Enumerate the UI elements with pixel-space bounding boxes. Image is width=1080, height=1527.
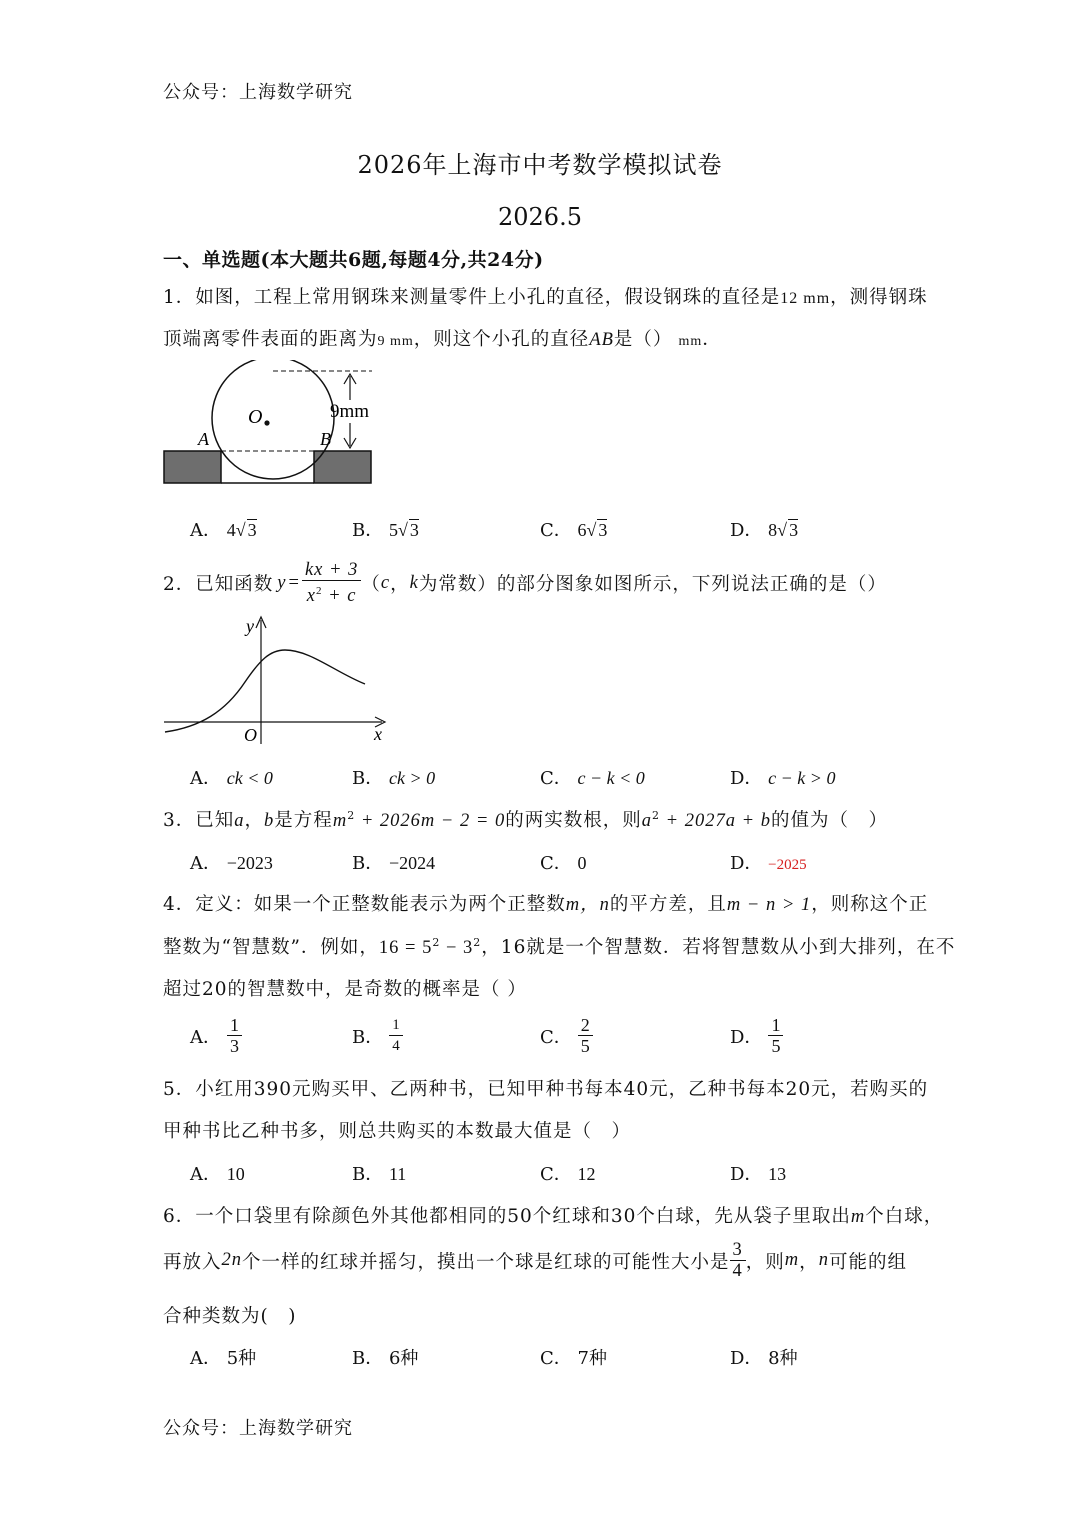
q1-figure — [160, 360, 390, 490]
q1-block-left — [164, 451, 221, 483]
q6-option-d[interactable]: D． 8种 — [730, 1348, 798, 1369]
q3-option-d[interactable]: D． −2025 — [730, 853, 807, 874]
q6-line2: 再放入 2n 个一样的红球并摇匀，摸出一个球是红球的可能性大小是 $\frac{3}{4}$ ，则 m ， n 可能的组 — [163, 1240, 907, 1281]
q5-option-c[interactable]: C． 12 — [540, 1164, 596, 1185]
q4-option-c[interactable]: C． $\frac{2}{5}$ — [540, 1015, 593, 1056]
q3-option-a[interactable]: A． −2023 — [190, 853, 273, 874]
q6-option-a[interactable]: A． 5种 — [190, 1348, 257, 1369]
q4-option-b[interactable]: B． $\frac{1}{4}$ — [352, 1015, 403, 1056]
q1-label-o: O — [248, 406, 263, 428]
q2-fraction: $\frac{kx + 3}{x^2 + c}$ — [302, 560, 361, 606]
q2-curve — [165, 650, 365, 732]
q2-graph — [160, 612, 395, 747]
q1-line1: 1．如图，工程上常用钢珠来测量零件上小孔的直径，假设钢珠的直径是12 mm，测得钢珠 — [163, 287, 928, 308]
q5-option-b[interactable]: B． 11 — [352, 1164, 407, 1185]
q6-line3: 合种类数为( ) — [163, 1306, 297, 1327]
q2-option-d[interactable]: D． c − k > 0 — [730, 768, 836, 789]
q1-ball — [212, 360, 334, 479]
q1-option-a[interactable]: A． 4√ 3 — [190, 520, 257, 541]
q1-option-d[interactable]: D． 8√ 3 — [730, 520, 799, 541]
q5-line1: 5．小红用390元购买甲、乙两种书，已知甲种书每本40元，乙种书每本20元，若购买的 — [163, 1079, 929, 1100]
q2-option-c[interactable]: C． c − k < 0 — [540, 768, 645, 789]
q1-label-a: A — [198, 429, 209, 449]
q2-stem: 2．已知函数 y = $\frac{kx + 3}{x^2 + c}$ （ c ， k 为常数）的部分图象如图所示，下列说法正确的是（） — [163, 560, 887, 607]
q2-label-x: x — [374, 724, 382, 744]
q1-option-c[interactable]: C． 6√ 3 — [540, 520, 608, 541]
section-heading: 一、单选题(本大题共6题,每题4分,共24分) — [163, 249, 544, 271]
q3-option-c[interactable]: C． 0 — [540, 853, 587, 874]
page-header: 公众号：上海数学研究 — [163, 82, 353, 103]
q3-stem: 3．已知a，b是方程$m^2 + 2026m - 2 = 0$的两实数根，则$a^2 + 2027a + b$的值为（ ） — [163, 808, 888, 831]
q4-option-d[interactable]: D． $\frac{1}{5}$ — [730, 1015, 783, 1056]
q4-option-a[interactable]: A． $\frac{1}{3}$ — [190, 1015, 242, 1056]
q1-center-dot — [264, 420, 269, 425]
q4-line2: 整数为“智慧数”．例如，$16 = 5^2 - 3^2$，16就是一个智慧数．若将智慧数从小到大排列，在不 — [163, 935, 956, 958]
q1-option-b[interactable]: B． 5√ 3 — [352, 520, 419, 541]
exam-title: 2026年上海市中考数学模拟试卷 — [357, 151, 723, 179]
q4-line1: 4．定义：如果一个正整数能表示为两个正整数m，n的平方差，且m − n > 1，则称这个正 — [163, 894, 929, 915]
q4-line3: 超过20的智慧数中，是奇数的概率是（ ） — [163, 979, 527, 1000]
q1-block-right — [314, 451, 371, 483]
q5-option-d[interactable]: D． 13 — [730, 1164, 787, 1185]
q6-option-c[interactable]: C． 7种 — [540, 1348, 607, 1369]
q2-label-o: O — [244, 725, 257, 745]
page-footer: 公众号：上海数学研究 — [163, 1418, 353, 1439]
exam-date: 2026.5 — [498, 203, 582, 231]
q5-option-a[interactable]: A． 10 — [190, 1164, 245, 1185]
q5-line2: 甲种书比乙种书多，则总共购买的本数最大值是（ ） — [163, 1121, 632, 1142]
q1-line2: 顶端离零件表面的距离为9 mm，则这个小孔的直径AB是（） mm． — [163, 329, 722, 350]
q2-option-b[interactable]: B． ck > 0 — [352, 768, 436, 789]
q1-label-9mm: 9mm — [330, 401, 370, 422]
q6-option-b[interactable]: B． 6种 — [352, 1348, 419, 1369]
q3-option-b[interactable]: B． −2024 — [352, 853, 436, 874]
q2-option-a[interactable]: A． ck < 0 — [190, 768, 273, 789]
q2-label-y: y — [246, 616, 254, 636]
q1-label-b: B — [320, 429, 331, 449]
q6-line1: 6．一个口袋里有除颜色外其他都相同的50个红球和30个白球，先从袋子里取出m个白球， — [163, 1206, 944, 1227]
